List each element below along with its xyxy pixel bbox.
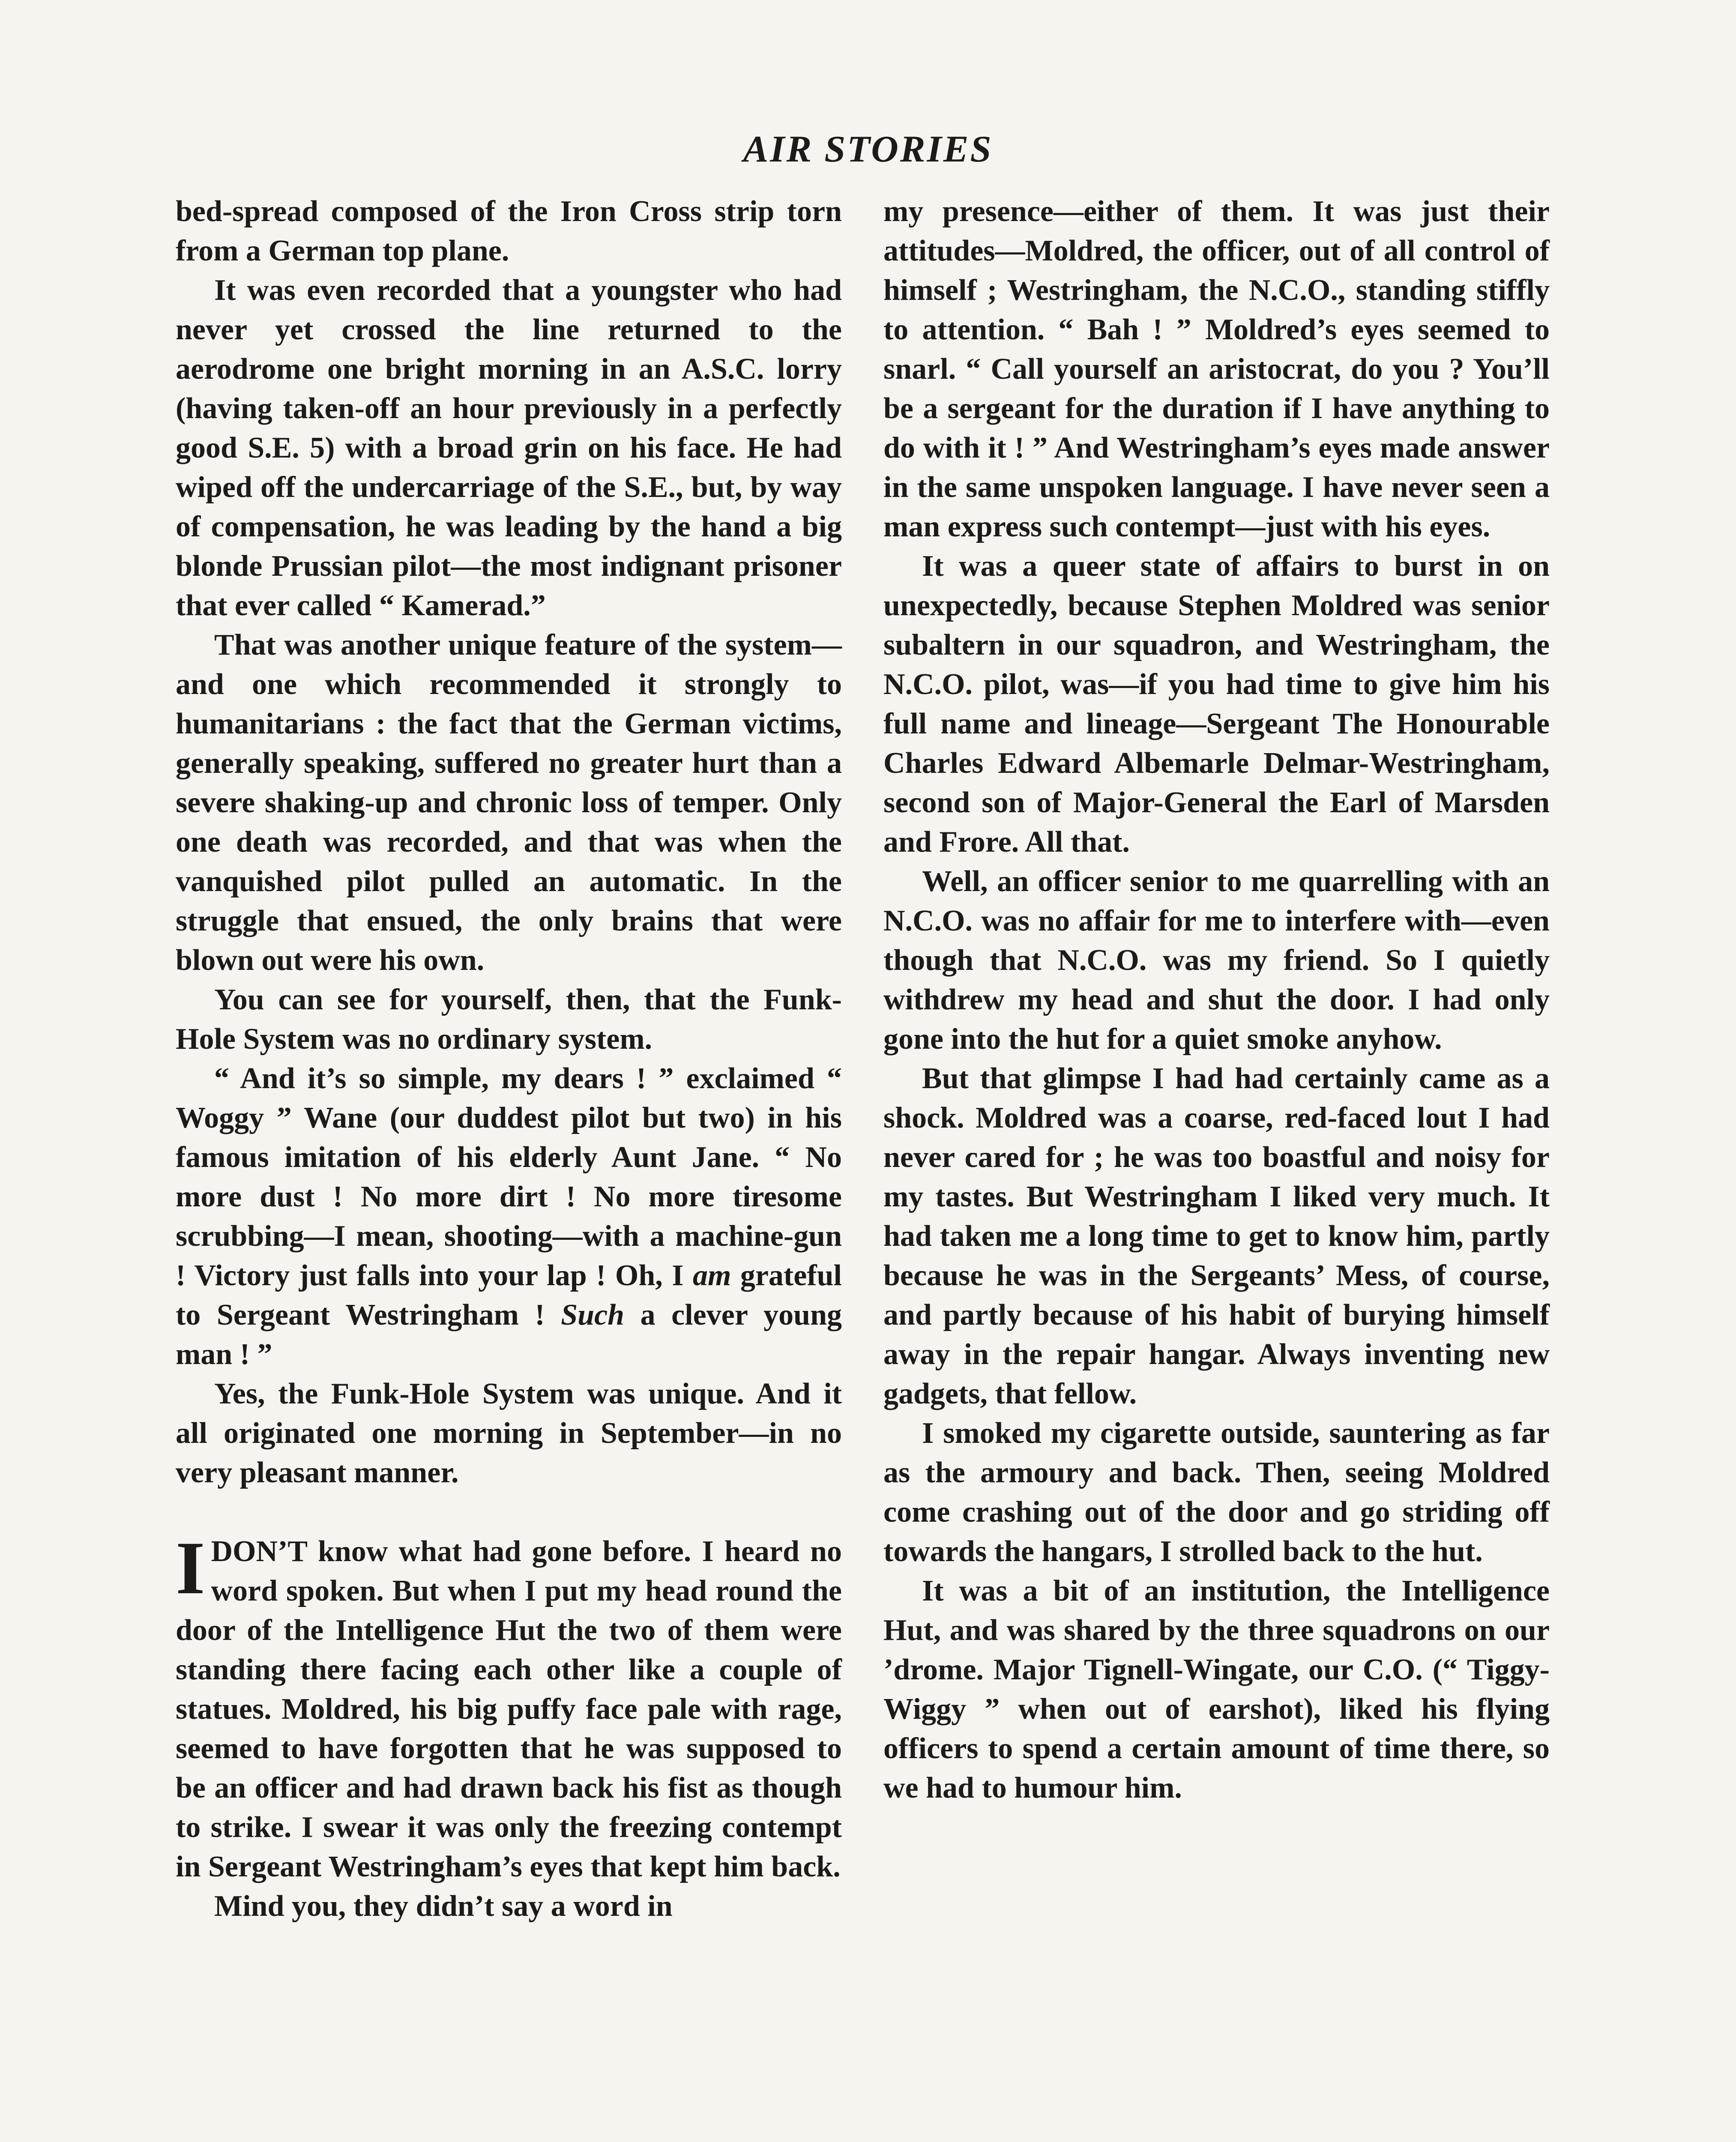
text-run: “ And it’s so simple, my dears ! ” exclaimed “ Woggy ” Wane (our duddest pilot but two) in his famous imitation of his elderly Aunt Jane. “ No more dust ! No more dirt ! No more tiresome scrubbing—I mean, shooting—with a machine-gun ! Victory just falls into your lap ! Oh, I — [176, 1062, 842, 1292]
paragraph: my presence—either of them. It was just their attitudes—Moldred, the officer, out of all control of himself ; Westringham, the N.C.O., standing stiffly to attention. “ Bah ! ” Moldred’s eyes seemed to snarl. “ Call yourself an aristocrat, do you ? You’ll be a sergeant for the duration if I have anything to do with it ! ” And Westringham’s eyes made answer in the same unspoken language. I have never seen a man express such contempt—just with his eyes. — [883, 195, 1550, 543]
paragraph: It was a bit of an institution, the Intelligence Hut, and was shared by the three squadrons on our ’drome. Major Tignell-Wingate, our C.O. (“ Tiggy-Wiggy ” when out of earshot), liked his flying officers to spend a certain amount of time there, so we had to humour him. — [883, 1574, 1550, 1804]
paragraph: Yes, the Funk-Hole System was unique. And it all originated one morning in September—in no very pleasant manner. — [176, 1377, 842, 1489]
paragraph: But that glimpse I had had certainly came as a shock. Moldred was a coarse, red-faced lout I had never cared for ; he was too boastful and noisy for my tastes. But Westringham I liked very much. It had taken me a long time to get to know him, partly because he was in the Sergeants’ Mess, of course, and partly because of his habit of burying himself away in the repair hangar. Always inventing new gadgets, that fellow. — [883, 1062, 1550, 1410]
paragraph: That was another unique feature of the system—and one which recommended it strongly to humanitarians : the fact that the German victims, generally speaking, suffered no greater hurt than a severe shaking-up and chronic loss of temper. Only one death was recorded, and that was when the vanquished pilot pulled an automatic. In the struggle that ensued, the only brains that were blown out were his own. — [176, 628, 842, 977]
italic-run: Such — [561, 1298, 625, 1331]
paragraph: It was even recorded that a youngster who had never yet crossed the line returned to the aerodrome one bright morning in an A.S.C. lorry (having taken-off an hour previously in a perfectly good S.E. 5) with a broad grin on his face. He had wiped off the undercarriage of the S.E., but, by way of compensation, he was leading by the hand a big blonde Prussian pilot—the most indignant prisoner that ever called “ Kamerad.” — [176, 274, 842, 622]
right-column — [883, 192, 1550, 1808]
paragraph: Mind you, they didn’t say a word in — [214, 1890, 673, 1923]
text-run: DON’T know what had gone before. I heard no word spoken. But when I put my head round the door of the Intelligence Hut the two of them were standing there facing each other like a couple of statues. Moldred, his big puffy face pale with rage, seemed to have forgotten that he was supposed to be an officer and had drawn back his fist as though to strike. I swear it was only the freezing contempt in Sergeant Westringham’s eyes that kept him back. — [176, 1535, 842, 1883]
paragraph — [176, 1059, 842, 1374]
section-opening-paragraph — [176, 1526, 842, 1887]
paragraph: I smoked my cigarette outside, sauntering as far as the armoury and back. Then, seeing Moldred come crashing out of the door and go striding off towards the hangars, I strolled back to the hut. — [883, 1417, 1550, 1568]
paragraph: Well, an officer senior to me quarrelling with an N.C.O. was no affair for me to interfere with—even though that N.C.O. was my friend. So I quietly withdrew my head and shut the door. I had only gone into the hut for a quiet smoke anyhow. — [883, 865, 1550, 1056]
drop-cap: I — [176, 1526, 205, 1610]
left-column — [176, 192, 842, 1926]
text-run: a clever young man ! ” — [176, 1298, 842, 1371]
page-title: AIR STORIES — [743, 129, 993, 170]
paragraph: bed-spread composed of the Iron Cross strip torn from a German top plane. — [176, 195, 842, 267]
paragraph: You can see for yourself, then, that the Funk-Hole System was no ordinary system. — [176, 983, 842, 1056]
paragraph: It was a queer state of affairs to burst in on unexpectedly, because Stephen Moldred was senior subaltern in our squadron, and Westringham, the N.C.O. pilot, was—if you had time to give him his full name and lineage—Sergeant The Honourable Charles Edward Albemarle Delmar-Westringham, second son of Major-General the Earl of Marsden and Frore. All that. — [883, 550, 1550, 859]
italic-run: am — [692, 1259, 731, 1292]
text-run: grateful to Sergeant Westringham ! — [176, 1259, 842, 1331]
